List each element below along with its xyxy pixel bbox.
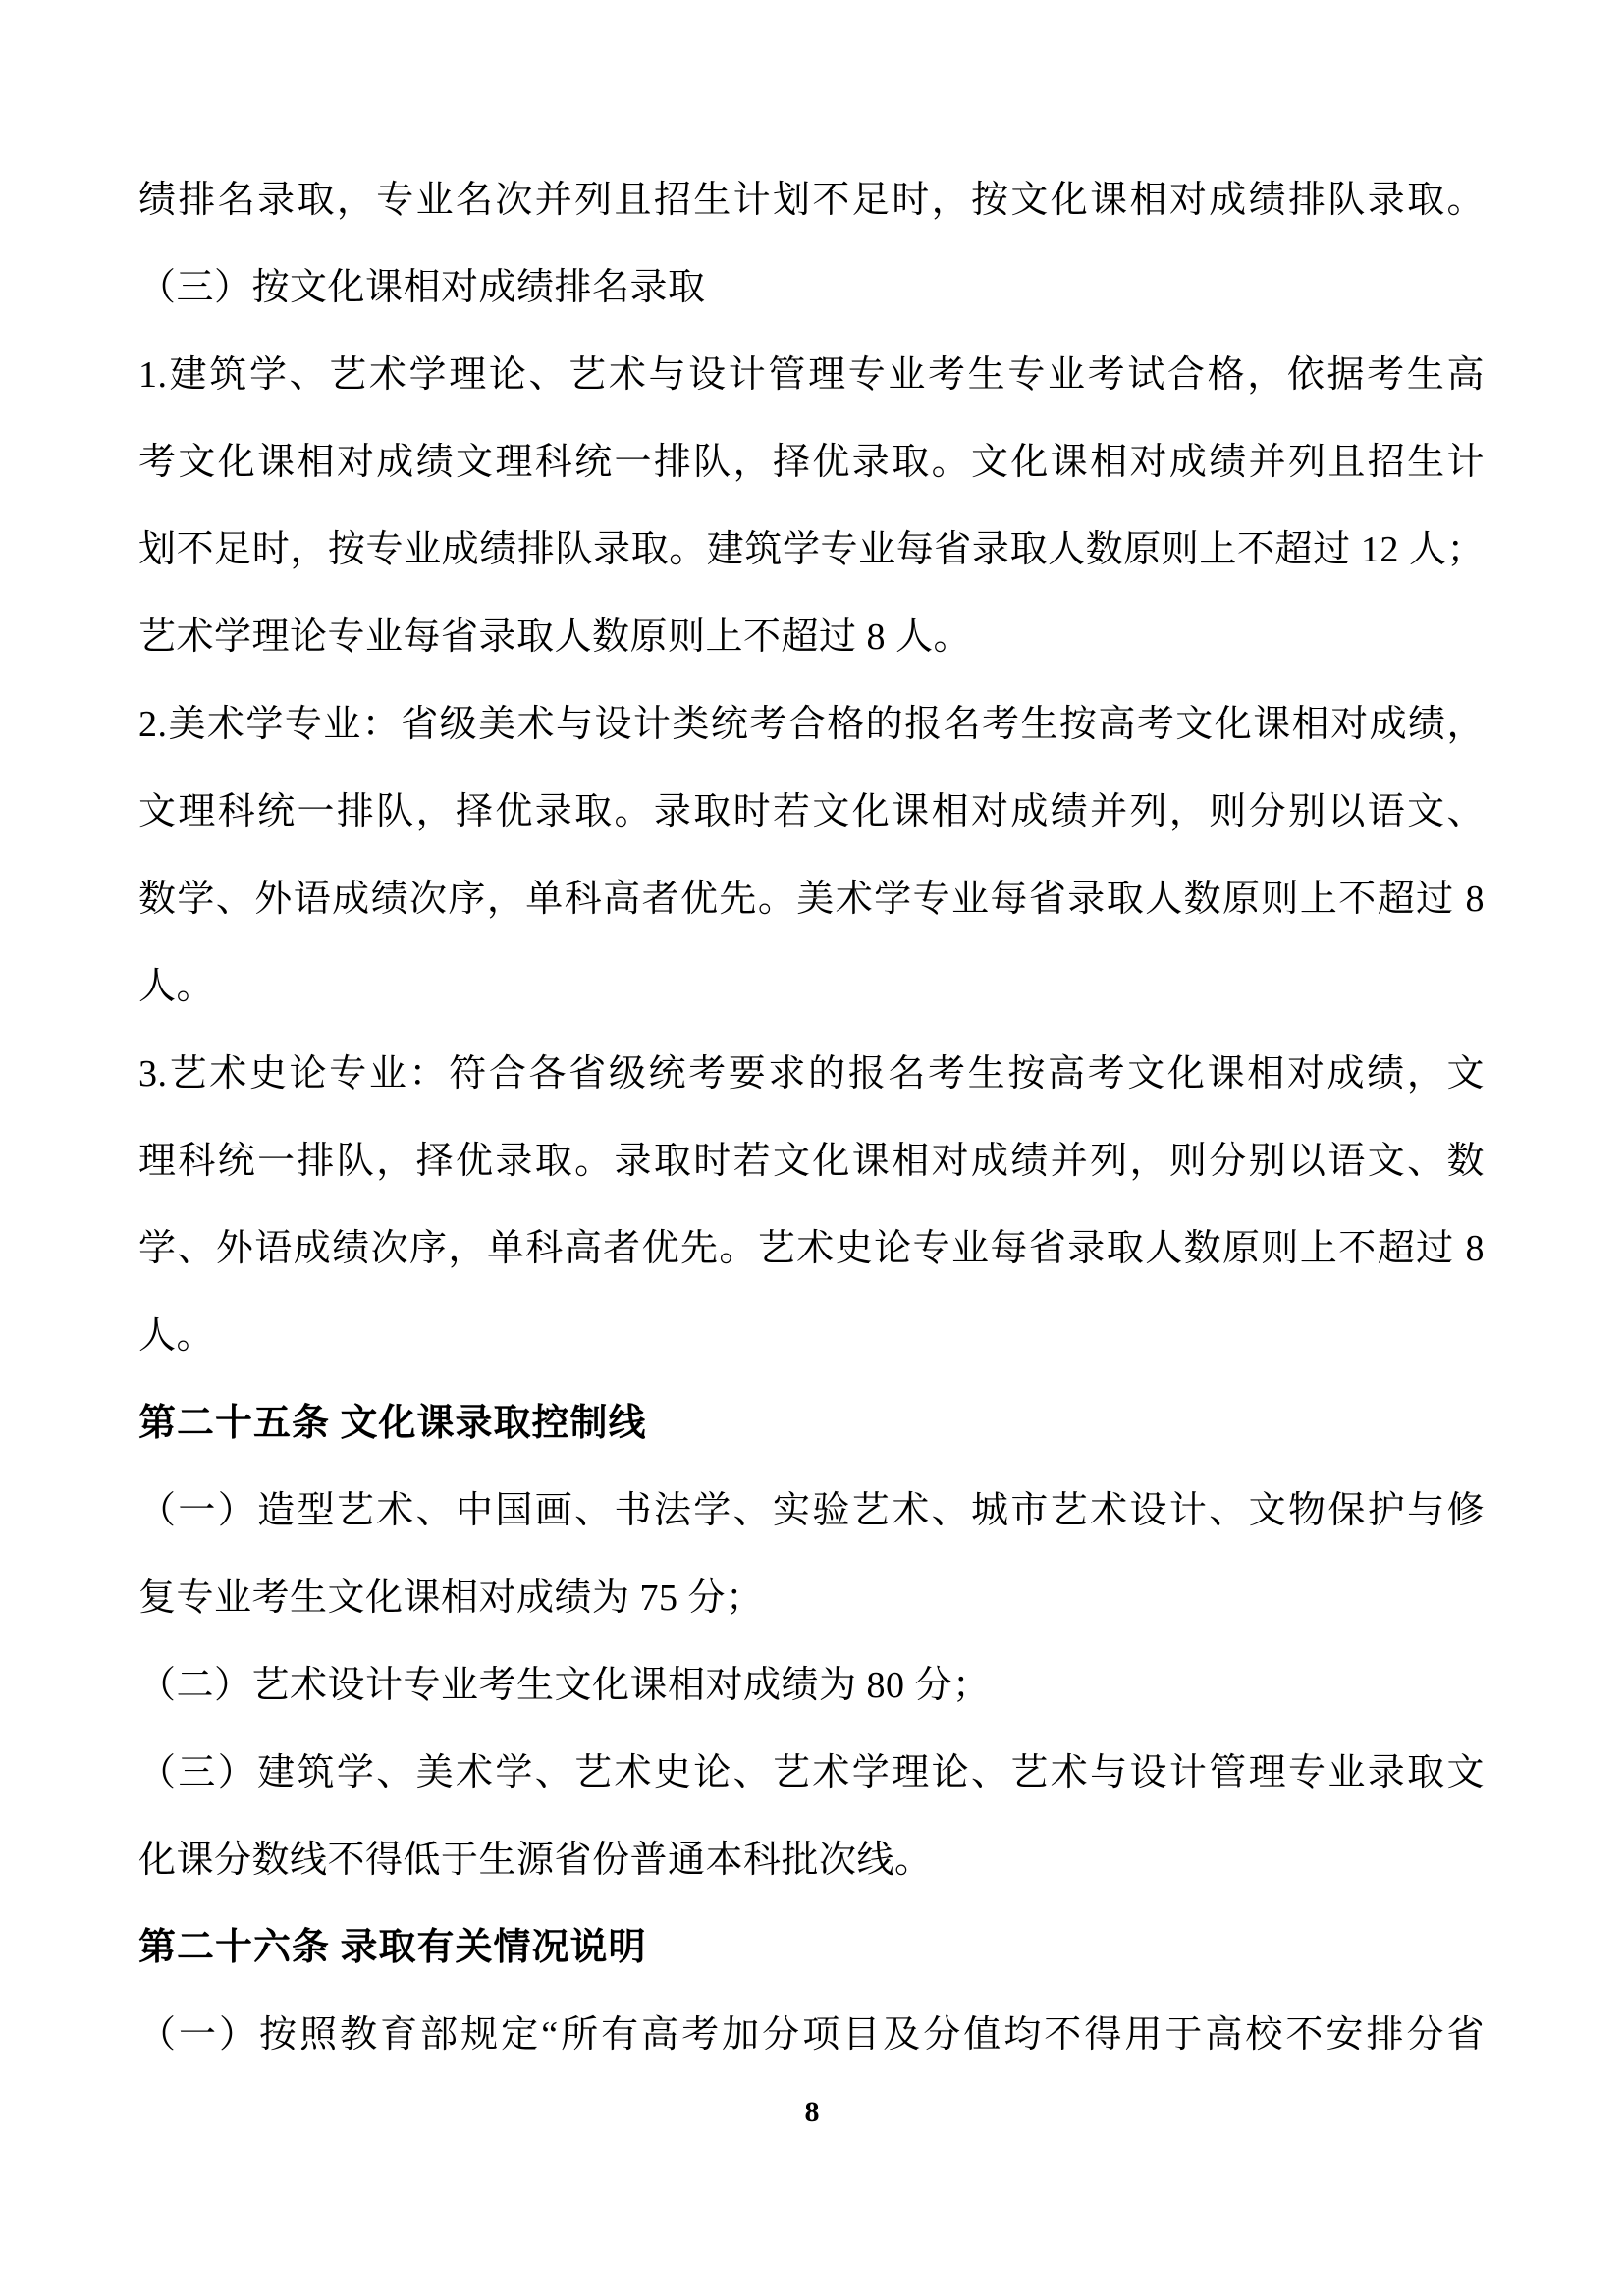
article-25-heading: 第二十五条 文化课录取控制线: [138, 1403, 647, 1444]
text-line: 3.艺术史论专业：符合各省级统考要求的报名考生按高考文化课相对成绩，文: [138, 1053, 1485, 1095]
page-number: 8: [804, 2096, 820, 2128]
document-body: [138, 157, 1485, 2079]
text-line: 人。: [138, 1315, 215, 1357]
text-line: 化课分数线不得低于生源省份普通本科批次线。: [138, 1840, 933, 1881]
text-line: 艺术学理论专业每省录取人数原则上不超过 8 人。: [138, 616, 972, 658]
text-line: 划不足时，按专业成绩排队录取。建筑学专业每省录取人数原则上不超过 12 人；: [138, 529, 1485, 570]
text-line: （三）按文化课相对成绩排名录取: [138, 267, 706, 308]
text-line: 绩排名录取，专业名次并列且招生计划不足时，按文化课相对成绩排队录取。: [138, 180, 1485, 221]
text-line: 1.建筑学、艺术学理论、艺术与设计管理专业考生专业考试合格，依据考生高: [138, 354, 1485, 396]
text-line: 理科统一排队，择优录取。录取时若文化课相对成绩并列，则分别以语文、数: [138, 1141, 1485, 1182]
text-line: 2.美术学专业：省级美术与设计类统考合格的报名考生按高考文化课相对成绩，: [138, 704, 1485, 745]
text-line: 学、外语成绩次序，单科高者优先。艺术史论专业每省录取人数原则上不超过 8: [138, 1228, 1485, 1269]
text-line: （二）艺术设计专业考生文化课相对成绩为 80 分；: [138, 1665, 991, 1706]
text-line: （三）建筑学、美术学、艺术史论、艺术学理论、艺术与设计管理专业录取文: [138, 1752, 1485, 1793]
text-line: 考文化课相对成绩文理科统一排队，择优录取。文化课相对成绩并列且招生计: [138, 442, 1485, 483]
text-line: 复专业考生文化课相对成绩为 75 分；: [138, 1577, 764, 1619]
text-line: （一）按照教育部规定“所有高考加分项目及分值均不得用于高校不安排分省: [138, 2014, 1485, 2056]
text-line: 人。: [138, 966, 215, 1007]
text-line: 文理科统一排队，择优录取。录取时若文化课相对成绩并列，则分别以语文、: [138, 791, 1485, 832]
text-line: 数学、外语成绩次序，单科高者优先。美术学专业每省录取人数原则上不超过 8: [138, 879, 1485, 920]
text-line: （一）造型艺术、中国画、书法学、实验艺术、城市艺术设计、文物保护与修: [138, 1490, 1485, 1531]
article-26-heading: 第二十六条 录取有关情况说明: [138, 1927, 647, 1968]
